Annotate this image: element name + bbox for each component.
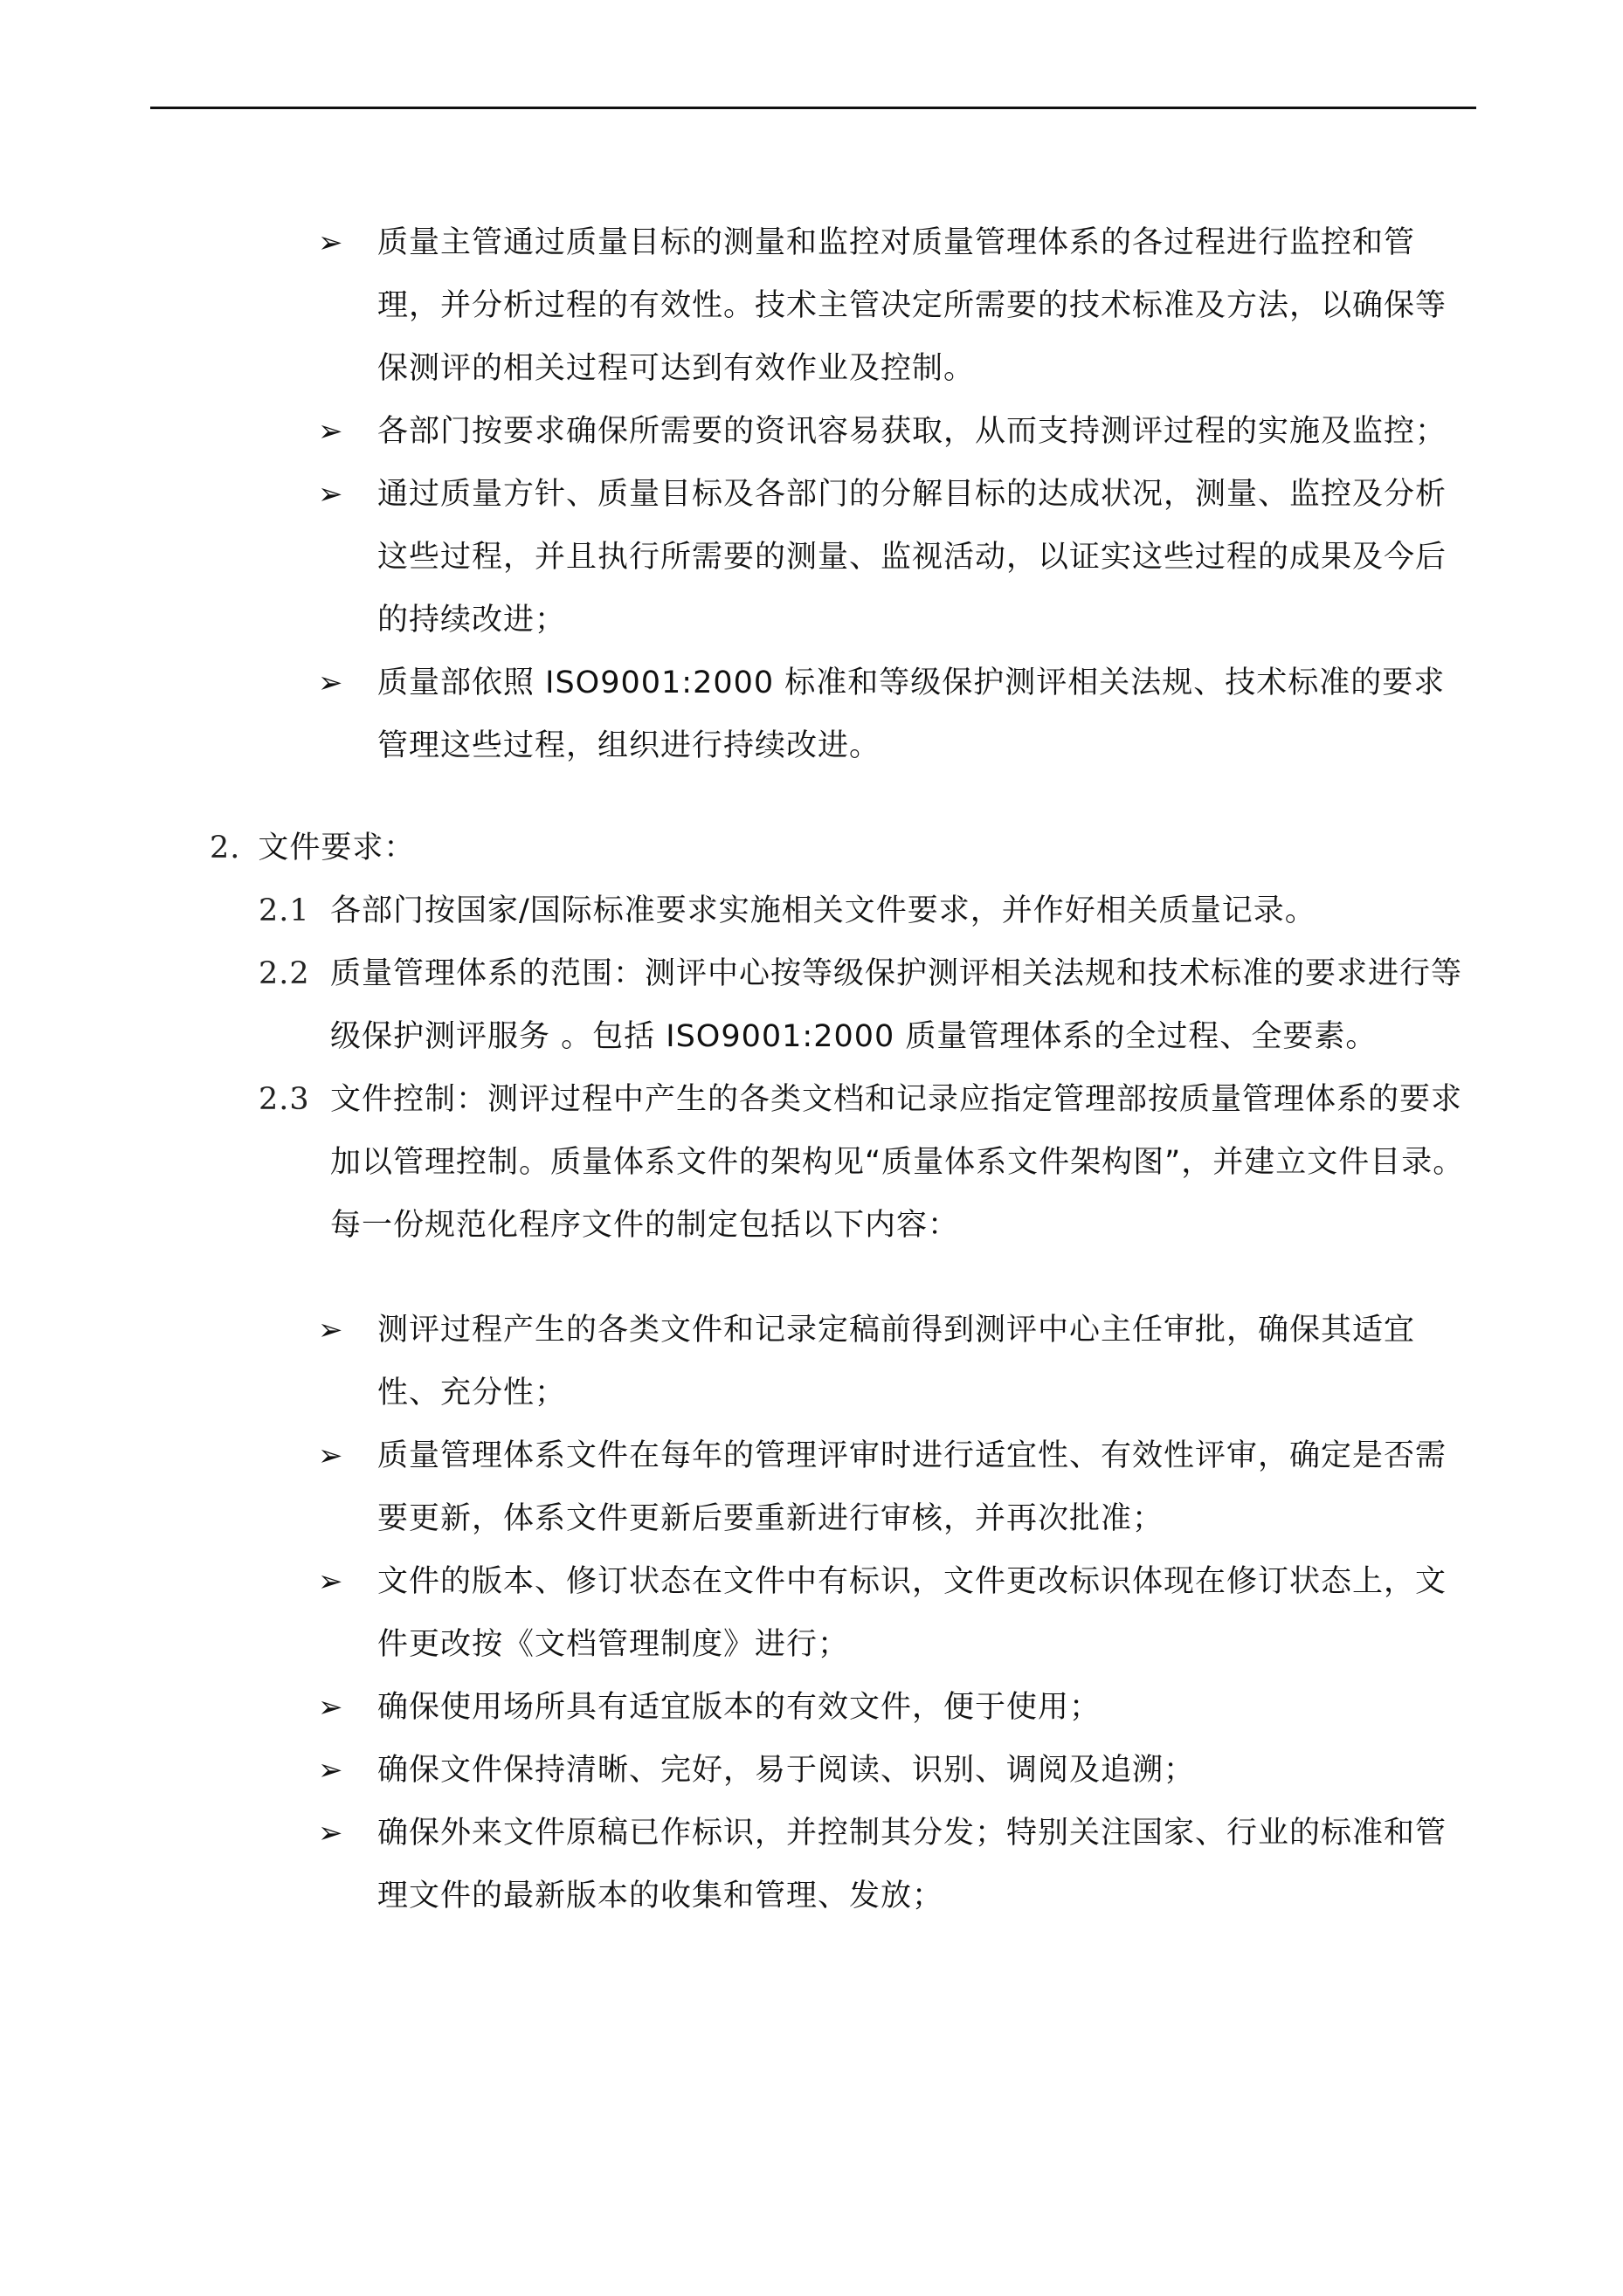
bullet-text: 各部门按要求确保所需要的资讯容易获取，从而支持测评过程的实施及监控； [377, 414, 1447, 449]
subsection-text: 文件控制：测评过程中产生的各类文档和记录应指定管理部按质量管理体系的要求加以管理控制。质量体系文件的架构见“质量体系文件架构图”，并建立文件目录。每一份规范化程序文件的制定包括以下内容： [330, 1082, 1465, 1243]
subsection-number: 2.3 [259, 1082, 310, 1117]
arrow-bullet-icon: ➢ [318, 1816, 344, 1851]
subsection [259, 879, 1476, 942]
subsection-number: 2.1 [259, 893, 310, 928]
list-item [318, 1739, 1476, 1802]
section-number: 2. [210, 831, 241, 865]
subsection-text: 各部门按国家/国际标准要求实施相关文件要求，并作好相关质量记录。 [330, 893, 1316, 928]
bullet-text: 测评过程产生的各类文件和记录定稿前得到测评中心主任审批，确保其适宜性、充分性； [377, 1313, 1416, 1410]
section-heading [210, 817, 1476, 879]
bullet-text: 质量部依照 ISO9001:2000 标准和等级保护测评相关法规、技术标准的要求管理这些过程，组织进行持续改进。 [377, 665, 1446, 763]
bullet-text: 文件的版本、修订状态在文件中有标识，文件更改标识体现在修订状态上，文件更改按《文档管理制度》进行； [377, 1564, 1447, 1662]
arrow-bullet-icon: ➢ [318, 1690, 344, 1725]
arrow-bullet-icon: ➢ [318, 665, 344, 700]
list-item [318, 463, 1476, 652]
arrow-bullet-icon: ➢ [318, 1753, 344, 1788]
list-item [318, 400, 1476, 463]
subsection [259, 1068, 1476, 1257]
list-item [318, 652, 1476, 777]
section-title: 文件要求： [258, 831, 416, 865]
subsection [259, 942, 1476, 1068]
list-item [318, 1299, 1476, 1424]
bullet-text: 通过质量方针、质量目标及各部门的分解目标的达成状况，测量、监控及分析这些过程，并且执行所需要的测量、监视活动，以证实这些过程的成果及今后的持续改进； [377, 477, 1447, 638]
arrow-bullet-icon: ➢ [318, 1438, 344, 1473]
arrow-bullet-icon: ➢ [318, 414, 344, 449]
arrow-bullet-icon: ➢ [318, 1564, 344, 1599]
bullet-text: 确保使用场所具有适宜版本的有效文件，便于使用； [377, 1690, 1102, 1725]
list-item [318, 1424, 1476, 1550]
list-item [318, 1676, 1476, 1739]
list-item [318, 1550, 1476, 1676]
list-item [318, 211, 1476, 400]
header-rule [150, 107, 1476, 109]
bullet-text: 确保外来文件原稿已作标识，并控制其分发；特别关注国家、行业的标准和管理文件的最新版本的收集和管理、发放； [377, 1816, 1447, 1913]
arrow-bullet-icon: ➢ [318, 225, 344, 260]
subsection-number: 2.2 [259, 956, 310, 991]
bullet-text: 质量主管通过质量目标的测量和监控对质量管理体系的各过程进行监控和管理，并分析过程的有效性。技术主管决定所需要的技术标准及方法，以确保等保测评的相关过程可达到有效作业及控制。 [377, 225, 1447, 386]
bullet-text: 确保文件保持清晰、完好，易于阅读、识别、调阅及追溯； [377, 1753, 1196, 1788]
arrow-bullet-icon: ➢ [318, 477, 344, 512]
arrow-bullet-icon: ➢ [318, 1313, 344, 1348]
bullet-text: 质量管理体系文件在每年的管理评审时进行适宜性、有效性评审，确定是否需要更新，体系文件更新后要重新进行审核，并再次批准； [377, 1438, 1447, 1536]
list-item [318, 1802, 1476, 1927]
subsection-text: 质量管理体系的范围：测评中心按等级保护测评相关法规和技术标准的要求进行等级保护测评服务 。包括 ISO9001:2000 质量管理体系的全过程、全要素。 [330, 956, 1463, 1054]
